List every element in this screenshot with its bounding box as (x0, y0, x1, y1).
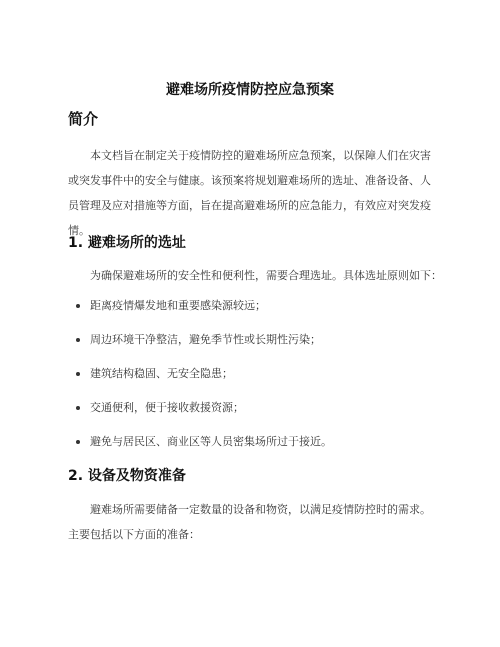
list-item: 距离疫情爆发地和重要感染源较远； (76, 296, 332, 330)
list-item: 周边环境干净整洁，避免季节性或长期性污染； (76, 330, 332, 364)
site-criteria-list (76, 296, 332, 466)
list-item: 避免与居民区、商业区等人员密集场所过于接近。 (76, 432, 332, 466)
section2-paragraph: 避难场所需要储备一定数量的设备和物资，以满足疫情防控时的需求。主要包括以下方面的准备： (68, 503, 431, 541)
section1-heading: 1. 避难场所的选址 (68, 235, 186, 251)
list-item: 建筑结构稳固、无安全隐患； (76, 364, 332, 398)
list-item: 交通便利，便于接收救援资源； (76, 398, 332, 432)
section1-paragraph: 为确保避难场所的安全性和便利性，需要合理选址。具体选址原则如下： (90, 269, 442, 282)
intro-paragraph: 本文档旨在制定关于疫情防控的避难场所应急预案，以保障人们在灾害或突发事件中的安全与健康。该预案将规划避难场所的选址、准备设备、人员管理及应对措施等方面，旨在提高避难场所的应急能力，有效应对突发疫情。 (68, 149, 431, 237)
document-title: 避难场所疫情防控应急预案 (166, 82, 334, 98)
intro-heading: 简介 (68, 110, 99, 128)
section2-heading: 2. 设备及物资准备 (68, 468, 186, 484)
